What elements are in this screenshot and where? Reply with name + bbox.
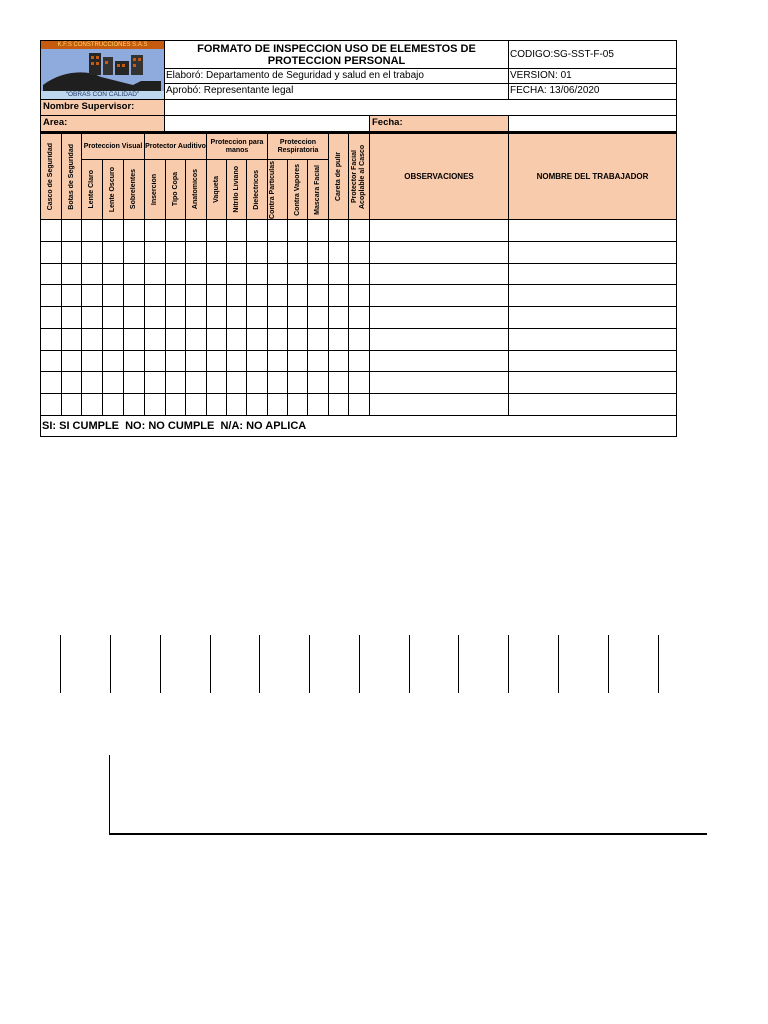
divider-line: [458, 635, 459, 693]
divider-line: [259, 635, 260, 693]
divider-line: [409, 635, 410, 693]
divider-line: [309, 635, 310, 693]
codigo-text: CODIGO:SG-SST-F-05: [508, 40, 677, 69]
signature-line: [109, 833, 707, 835]
divider-line: [160, 635, 161, 693]
divider-line: [508, 635, 509, 693]
group-proteccion-manos: Proteccion para manos: [206, 133, 268, 160]
divider-line: [359, 635, 360, 693]
fecha-label: Fecha:: [369, 115, 509, 132]
col-nombre-trabajador: NOMBRE DEL TRABAJADOR: [508, 133, 677, 220]
legend-text: SI: SI CUMPLE NO: NO CUMPLE N/A: NO APLICA: [40, 415, 677, 437]
group-proteccion-respiratoria: Proteccion Respiratoria: [267, 133, 329, 160]
col-insercion: Insercion: [144, 159, 166, 220]
col-observaciones: OBSERVACIONES: [369, 133, 509, 220]
divider-line: [210, 635, 211, 693]
group-proteccion-visual: Proteccion Visual: [81, 133, 145, 160]
col-tipo-copa: Tipo Copa: [165, 159, 186, 220]
col-botas-seguridad: Botas de Seguridad: [61, 133, 82, 220]
col-careta-pulir: Careta de pulir: [328, 133, 349, 220]
version-text: VERSION: 01: [508, 68, 677, 84]
signature-box-left-line: [109, 755, 110, 835]
col-contra-vapores: Contra Vapores: [287, 159, 308, 220]
col-dielectricos: Dielectricos: [246, 159, 268, 220]
col-protector-facial: Protector Facial Acoplable al Casco: [348, 133, 370, 220]
divider-line: [558, 635, 559, 693]
supervisor-label: Nombre Supervisor:: [40, 99, 165, 116]
divider-line: [60, 635, 61, 693]
aprobo-text: Aprobó: Representante legal: [164, 83, 509, 100]
col-lente-claro: Lente Claro: [81, 159, 103, 220]
col-contra-particulas: Contra Particulas: [267, 159, 288, 220]
divider-line: [658, 635, 659, 693]
col-lente-oscuro: Lente Oscuro: [102, 159, 124, 220]
document-title: FORMATO DE INSPECCION USO DE ELEMESTOS DE PROTECCION PERSONAL: [164, 40, 509, 69]
col-sobrelentes: Sobrelentes: [123, 159, 145, 220]
col-nitrilo-liviano: Nitrilo Liviano: [226, 159, 247, 220]
col-anatomicos: Anatomicos: [185, 159, 207, 220]
logo-slogan-text: "OBRAS CON CALIDAD": [65, 91, 140, 98]
col-mascara-facial: Mascara Facial: [307, 159, 329, 220]
col-vaqueta: Vaqueta: [206, 159, 227, 220]
elaboro-text: Elaboró: Departamento de Seguridad y salud en el trabajo: [164, 68, 509, 84]
divider-line: [608, 635, 609, 693]
area-label: Area:: [40, 115, 165, 132]
fecha-doc-text: FECHA: 13/06/2020: [508, 83, 677, 100]
logo-company-text: K.F.S CONSTRUCCIONES S.A.S: [57, 42, 148, 48]
group-protector-auditivo: Protector Auditivo: [144, 133, 207, 160]
divider-line: [110, 635, 111, 693]
col-casco-seguridad: Casco de Seguridad: [40, 133, 62, 220]
